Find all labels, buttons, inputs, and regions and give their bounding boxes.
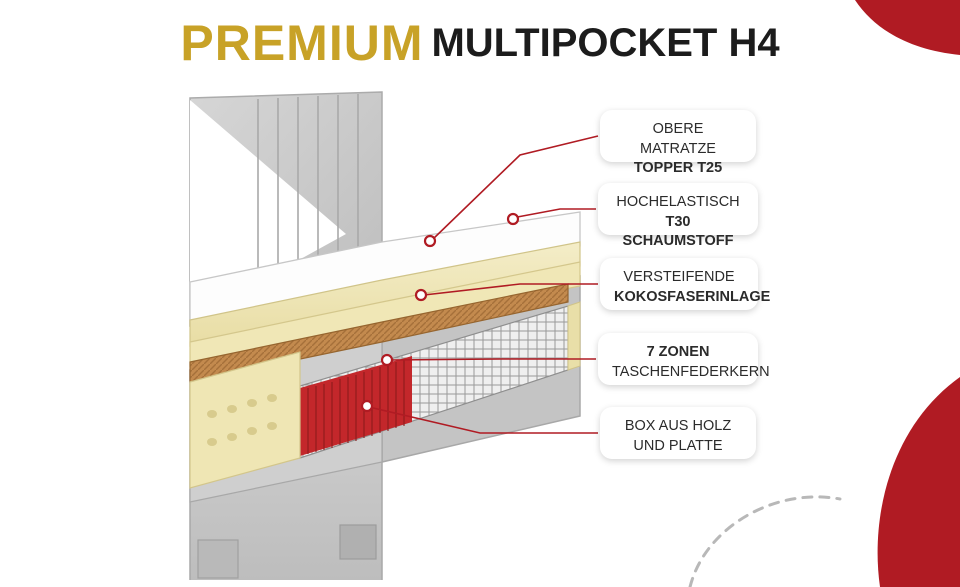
page-title	[0, 14, 960, 72]
callout-box-line1: BOX AUS HOLZ	[624, 418, 732, 434]
callout-box-line2: UND PLATTE	[633, 437, 723, 454]
callout-foam-line1: HOCHELASTISCH	[616, 194, 740, 210]
callout-coconut[interactable]	[600, 258, 771, 310]
callout-box[interactable]	[600, 407, 756, 459]
callout-topper-line1: OBERE MATRATZE	[640, 121, 716, 157]
callout-springs-line1: 7 ZONEN	[646, 344, 710, 360]
callout-springs[interactable]	[598, 333, 770, 385]
callout-coconut-line1: VERSTEIFENDE	[623, 269, 735, 285]
callout-foam[interactable]	[598, 183, 758, 250]
callout-coconut-line2: KOKOSFASERINLAGE	[614, 288, 771, 305]
title-highlight: PREMIUM	[180, 15, 424, 71]
callout-springs-line2: TASCHENFEDERKERN	[612, 363, 770, 380]
callout-topper[interactable]	[600, 110, 756, 177]
callout-topper-line2: TOPPER T25	[633, 160, 723, 177]
title-rest: MULTIPOCKET H4	[431, 20, 780, 65]
callout-foam-line2: T30 SCHAUMSTOFF	[622, 213, 734, 250]
boxspring-bed-illustration	[150, 70, 620, 580]
